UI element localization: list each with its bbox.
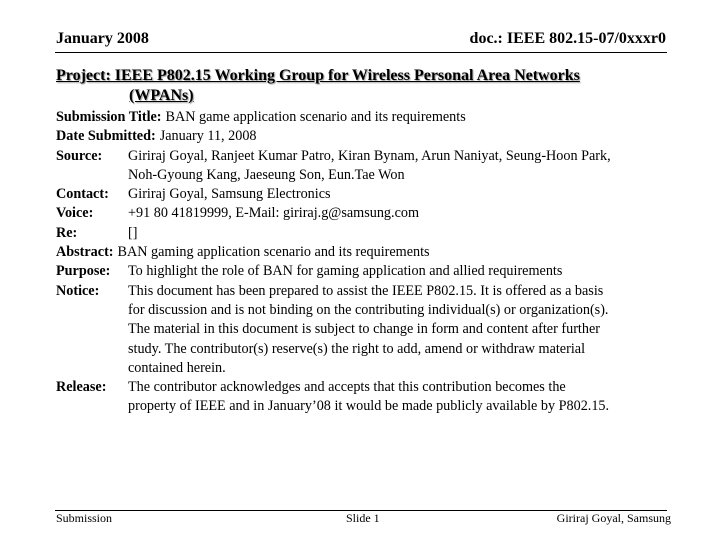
source-value-line1: Giriraj Goyal, Ranjeet Kumar Patro, Kiran Bynam, Arun Naniyat, Seung-Hoon Park, <box>128 147 611 164</box>
purpose-value: To highlight the role of BAN for gaming application and allied requirements <box>128 263 563 280</box>
purpose-row <box>56 262 676 281</box>
notice-line: The material in this document is subject to change in form and content after further <box>128 321 600 338</box>
voice-label: Voice: <box>56 205 94 222</box>
release-row <box>56 378 676 417</box>
source-label: Source: <box>56 147 103 164</box>
abstract-row <box>56 243 676 262</box>
submission-title-label: Submission Title: <box>56 109 162 125</box>
re-row <box>56 224 676 243</box>
release-value <box>128 378 676 417</box>
release-line: property of IEEE and in January’08 it would be made publicly available by P802.15. <box>128 398 610 415</box>
voice-row <box>56 204 676 223</box>
header-doc-id: doc.: IEEE 802.15-07/0xxxr0 <box>469 30 666 47</box>
notice-label: Notice: <box>56 282 100 299</box>
source-value-line2: Noh-Gyoung Kang, Jaeseung Son, Eun.Tae Won <box>128 166 405 183</box>
source-row <box>56 147 676 166</box>
contact-row <box>56 185 676 204</box>
submission-title-value: BAN game application scenario and its requirements <box>165 109 466 125</box>
submission-title-row <box>56 108 676 127</box>
re-label: Re: <box>56 224 78 241</box>
project-title-line1: Project: IEEE P802.15 Working Group for Wireless Personal Area Networks <box>56 67 580 84</box>
footer-author: Giriraj Goyal, Samsung <box>556 511 671 525</box>
contact-value: Giriraj Goyal, Samsung Electronics <box>128 186 331 203</box>
header-date: January 2008 <box>56 30 149 47</box>
contact-label: Contact: <box>56 186 109 203</box>
abstract-label: Abstract: <box>56 244 114 261</box>
notice-line: contained herein. <box>128 359 226 376</box>
purpose-label: Purpose: <box>56 263 111 280</box>
date-submitted-row <box>56 127 676 146</box>
abstract-value: BAN gaming application scenario and its requirements <box>117 244 430 261</box>
project-title <box>56 66 666 106</box>
date-submitted-value: January 11, 2008 <box>159 128 257 145</box>
date-submitted-label: Date Submitted: <box>56 128 156 145</box>
project-title-line2: (WPANs) <box>129 87 194 104</box>
header-divider <box>55 52 667 53</box>
release-label: Release: <box>56 379 107 396</box>
notice-value <box>128 282 676 378</box>
footer-slide-number: Slide 1 <box>346 511 380 525</box>
notice-line: This document has been prepared to assist the IEEE P802.15. It is offered as a basis <box>128 282 604 299</box>
notice-line: for discussion and is not binding on the contributing individual(s) or organization(s). <box>128 301 609 318</box>
footer-submission: Submission <box>56 511 113 525</box>
notice-row <box>56 282 676 378</box>
release-line: The contributor acknowledges and accepts that this contribution becomes the <box>128 379 566 396</box>
submission-fields <box>56 108 676 417</box>
notice-line: study. The contributor(s) reserve(s) the right to add, amend or withdraw material <box>128 340 586 357</box>
re-value: [] <box>128 224 138 241</box>
voice-value: +91 80 41819999, E-Mail: giriraj.g@samsung.com <box>128 205 419 222</box>
